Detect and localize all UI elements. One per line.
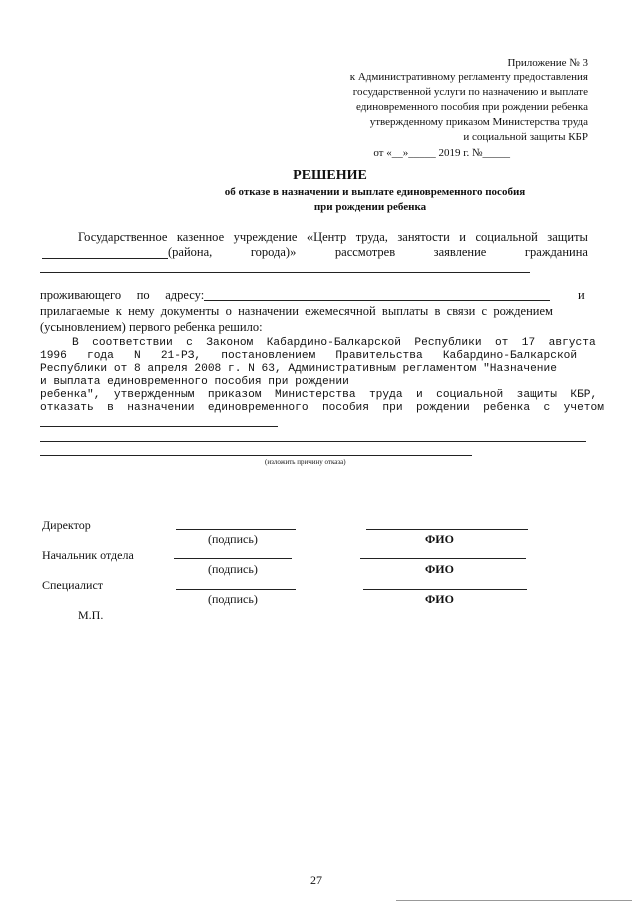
legal-line-4: и выплата единовременного пособия при рождении — [40, 376, 349, 388]
appendix-line: единовременного пособия при рождении ребенка — [355, 101, 588, 113]
head-signature-line[interactable] — [174, 558, 292, 559]
appendix-line: к Административному регламенту предоставления — [349, 71, 588, 83]
document-title: РЕШЕНИЕ — [293, 168, 367, 183]
specialist-fio-line[interactable] — [363, 589, 527, 590]
role-specialist: Специалист — [42, 578, 104, 592]
body-line-5: (усыновлением) первого ребенка решило: — [40, 320, 263, 334]
legal-line-3: Республики от 8 апреля 2008 г. N 63, Административным регламентом "Назначение — [40, 363, 557, 375]
head-fio-line[interactable] — [360, 558, 526, 559]
address-label: проживающего по адресу: — [40, 288, 205, 302]
signature-caption: (подпись) — [208, 562, 258, 576]
fio-caption: ФИО — [425, 532, 454, 546]
appendix-line: утвержденному приказом Министерства труда — [369, 116, 588, 128]
legal-line-1: В соответствии с Законом Кабардино-Балкарской Республики от 17 августа — [72, 337, 596, 349]
director-signature-line[interactable] — [176, 529, 296, 530]
citizen-name-blank[interactable] — [40, 272, 530, 273]
director-fio-line[interactable] — [366, 529, 528, 530]
signature-caption: (подпись) — [208, 592, 258, 606]
district-blank[interactable] — [42, 258, 168, 259]
signature-caption: (подпись) — [208, 532, 258, 546]
legal-line-6: отказать в назначении единовременного пособия при рождении ребенка с учетом — [40, 402, 604, 414]
page-number: 27 — [310, 873, 322, 887]
document-subtitle: при рождении ребенка — [313, 201, 427, 213]
appendix-line: и социальной защиты КБР — [463, 131, 588, 143]
conjunction: и — [578, 288, 585, 302]
legal-line-5: ребенка", утвержденным приказом Министерства труда и социальной защиты КБР, — [40, 389, 598, 401]
fio-caption: ФИО — [425, 562, 454, 576]
address-blank[interactable] — [204, 300, 550, 301]
reason-blank-3[interactable] — [40, 455, 472, 456]
document-subtitle: об отказе в назначении и выплате единовременного пособия — [224, 186, 526, 198]
body-line-1: Государственное казенное учреждение «Центр труда, занятости и социальной защиты — [78, 230, 588, 244]
bottom-rule — [396, 900, 632, 901]
reason-blank-1[interactable] — [40, 426, 278, 427]
stamp-place: М.П. — [78, 608, 104, 622]
legal-line-2: 1996 года N 21-РЗ, постановлением Правительства Кабардино-Балкарской — [40, 350, 578, 362]
body-line-4: прилагаемые к нему документы о назначении ежемесячной выплаты в связи с рождением — [40, 304, 553, 318]
role-director: Директор — [42, 518, 91, 532]
specialist-signature-line[interactable] — [176, 589, 296, 590]
appendix-date-line: от «__»_____ 2019 г. №_____ — [373, 147, 510, 159]
fio-caption: ФИО — [425, 592, 454, 606]
appendix-number: Приложение № 3 — [507, 57, 588, 69]
reason-hint: (изложить причину отказа) — [265, 458, 346, 466]
role-department-head: Начальник отдела — [42, 548, 134, 562]
appendix-line: государственной услуги по назначению и выплате — [352, 86, 588, 98]
body-line-2: (района, города)» рассмотрев заявление гражданина — [168, 245, 588, 259]
reason-blank-2[interactable] — [40, 441, 586, 442]
